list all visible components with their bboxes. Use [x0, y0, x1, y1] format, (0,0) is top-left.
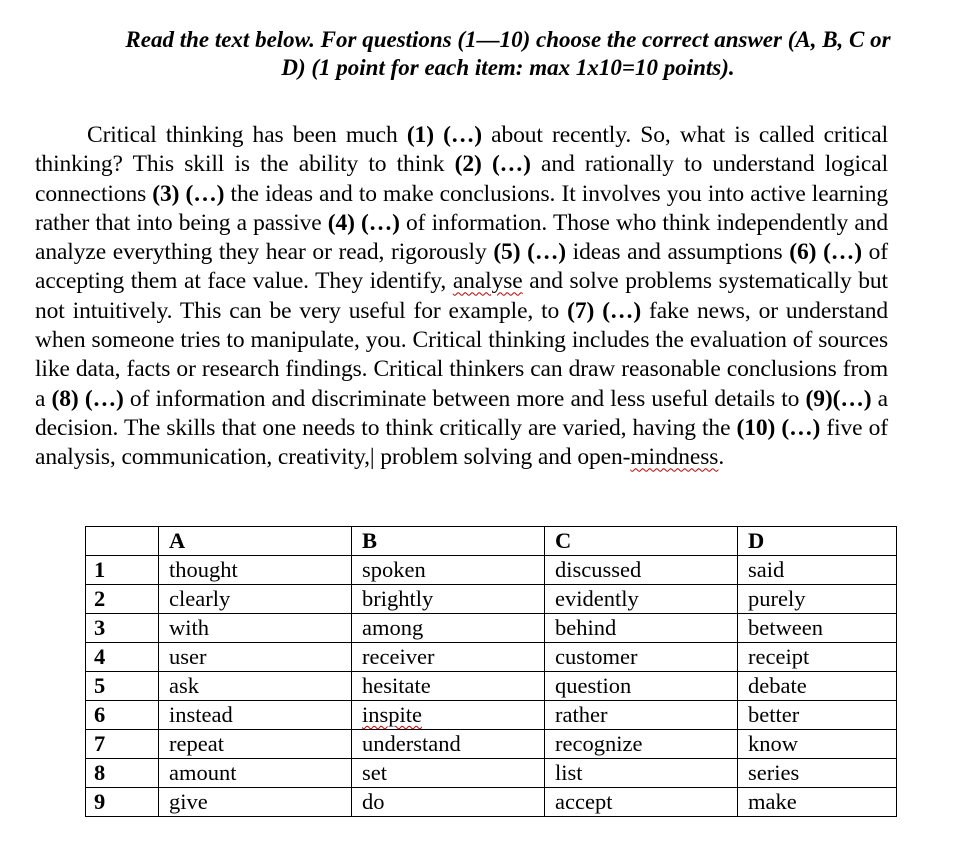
option-b-text: set — [362, 760, 387, 785]
option-b-text: among — [362, 615, 424, 640]
instructions-line-2: D) (1 point for each item: max 1x10=10 points). — [281, 55, 735, 80]
option-b-text: inspite — [362, 702, 422, 727]
table-row — [86, 585, 897, 614]
passage-text: the ideas and to make conclusions. It involves you into active learning rather that into being a passive — [35, 180, 888, 236]
option-a-cell — [159, 585, 352, 614]
question-number: 8 — [86, 759, 159, 788]
option-c-cell — [545, 614, 738, 643]
table-row — [86, 614, 897, 643]
option-d-cell — [738, 585, 897, 614]
question-number: 4 — [86, 643, 159, 672]
option-d-cell — [738, 701, 897, 730]
option-b-cell — [352, 585, 545, 614]
passage-text: of accepting them at face value. They identify, — [35, 239, 889, 295]
option-d-text: between — [748, 615, 823, 640]
option-b-cell — [352, 556, 545, 585]
option-a-cell — [159, 730, 352, 759]
option-d-text: said — [748, 557, 785, 582]
header-cell-number — [86, 527, 159, 556]
question-number: 5 — [86, 672, 159, 701]
passage-text: of information. Those who think independently and analyze everything they hear or read, rigorously — [35, 209, 888, 266]
passage-text: Critical thinking has been much — [87, 122, 407, 148]
option-a-cell — [159, 672, 352, 701]
table-header-row — [86, 527, 897, 556]
option-a-text: give — [169, 789, 208, 814]
header-cell-d: D — [738, 527, 897, 556]
table-row — [86, 643, 897, 672]
option-b-cell — [352, 759, 545, 788]
option-b-text: understand — [362, 731, 461, 756]
table-row — [86, 788, 897, 817]
option-d-text: debate — [748, 673, 807, 698]
option-c-cell — [545, 585, 738, 614]
gap-marker: (5) (…) — [493, 239, 566, 266]
option-a-text: clearly — [169, 586, 231, 611]
option-b-cell — [352, 614, 545, 643]
question-number: 6 — [86, 701, 159, 730]
question-number: 9 — [86, 788, 159, 817]
passage-text: and solve problems systematically but not intuitively. This can be very useful for example, to — [35, 268, 888, 324]
gap-marker: (4) (…) — [327, 209, 400, 236]
option-d-text: purely — [748, 586, 806, 611]
option-c-text: accept — [555, 789, 613, 814]
misspelled-word: mindness — [630, 444, 719, 471]
table-row — [86, 701, 897, 730]
gap-marker: (1) (…) — [406, 122, 482, 148]
option-d-cell — [738, 672, 897, 701]
option-d-text: make — [748, 789, 797, 814]
option-b-text: brightly — [362, 586, 434, 611]
gap-marker: (9)(…) — [805, 385, 872, 412]
option-c-cell — [545, 701, 738, 730]
passage-text: and rationally to understand logical connections — [35, 151, 889, 207]
option-c-text: rather — [555, 702, 608, 727]
task-instructions — [70, 26, 946, 82]
option-d-cell — [738, 759, 897, 788]
option-d-cell — [738, 643, 897, 672]
passage-text: . — [718, 444, 725, 471]
table-row — [86, 730, 897, 759]
option-a-cell — [159, 759, 352, 788]
passage-text: fake news, or understand when someone tries to manipulate, you. Critical thinking includes the evaluation of sources like data, facts or research findings. Critical thinkers can draw reasonable conclusions from a — [35, 297, 888, 412]
option-c-text: behind — [555, 615, 617, 640]
option-c-text: list — [555, 760, 583, 785]
option-a-cell — [159, 701, 352, 730]
question-number: 3 — [86, 614, 159, 643]
option-c-text: discussed — [555, 557, 642, 582]
option-c-text: customer — [555, 644, 638, 669]
gap-marker: (2) (…) — [454, 151, 531, 178]
option-b-cell — [352, 730, 545, 759]
passage-text: of information and discriminate between more and less useful details to — [123, 385, 806, 412]
table-row — [86, 556, 897, 585]
header-cell-a: A — [159, 527, 352, 556]
reading-passage — [35, 121, 888, 473]
option-d-cell — [738, 730, 897, 759]
option-b-text: do — [362, 789, 385, 814]
option-b-cell — [352, 672, 545, 701]
option-b-cell — [352, 788, 545, 817]
misspelled-word: analyse — [452, 268, 523, 295]
question-number: 1 — [86, 556, 159, 585]
option-a-text: thought — [169, 557, 238, 582]
question-number: 7 — [86, 730, 159, 759]
option-b-text: receiver — [362, 644, 435, 669]
option-b-text: hesitate — [362, 673, 431, 698]
answer-options-table — [85, 526, 897, 817]
option-b-cell — [352, 643, 545, 672]
option-a-cell — [159, 614, 352, 643]
option-c-cell — [545, 759, 738, 788]
gap-marker: (7) (…) — [567, 297, 642, 324]
gap-marker: (10) (…) — [736, 414, 821, 441]
option-c-cell — [545, 643, 738, 672]
question-number: 2 — [86, 585, 159, 614]
option-d-text: know — [748, 731, 798, 756]
option-d-cell — [738, 614, 897, 643]
option-c-text: evidently — [555, 586, 639, 611]
option-a-text: ask — [169, 673, 199, 698]
option-d-text: series — [748, 760, 800, 785]
option-b-cell — [352, 701, 545, 730]
option-c-text: question — [555, 673, 632, 698]
header-cell-b: B — [352, 527, 545, 556]
option-c-cell — [545, 730, 738, 759]
passage-text: about recently. So, what is called critical thinking? This skill is the ability to think — [35, 122, 889, 178]
passage-text: ideas and assumptions — [565, 239, 790, 266]
table-row — [86, 759, 897, 788]
option-d-cell — [738, 788, 897, 817]
instructions-line-1: Read the text below. For questions (1—10) choose the correct answer (A, B, C or — [125, 27, 891, 52]
gap-marker: (6) (…) — [789, 239, 862, 266]
option-a-cell — [159, 643, 352, 672]
option-c-cell — [545, 672, 738, 701]
gap-marker: (8) (…) — [51, 385, 124, 412]
option-a-text: repeat — [169, 731, 224, 756]
option-c-cell — [545, 788, 738, 817]
option-c-text: recognize — [555, 731, 643, 756]
option-a-text: with — [169, 615, 210, 640]
option-d-cell — [738, 556, 897, 585]
table-row — [86, 672, 897, 701]
option-c-cell — [545, 556, 738, 585]
option-d-text: receipt — [748, 644, 810, 669]
option-a-text: amount — [169, 760, 237, 785]
option-d-text: better — [748, 702, 800, 727]
header-cell-c: C — [545, 527, 738, 556]
passage-text: five of analysis, communication, creativity,| problem solving and open- — [35, 414, 888, 471]
gap-marker: (3) (…) — [152, 180, 225, 207]
option-b-text: spoken — [362, 557, 426, 582]
passage-text: a decision. The skills that one needs to think critically are varied, having the — [35, 385, 889, 441]
option-a-cell — [159, 788, 352, 817]
option-a-text: user — [169, 644, 207, 669]
option-a-cell — [159, 556, 352, 585]
option-a-text: instead — [169, 702, 233, 727]
